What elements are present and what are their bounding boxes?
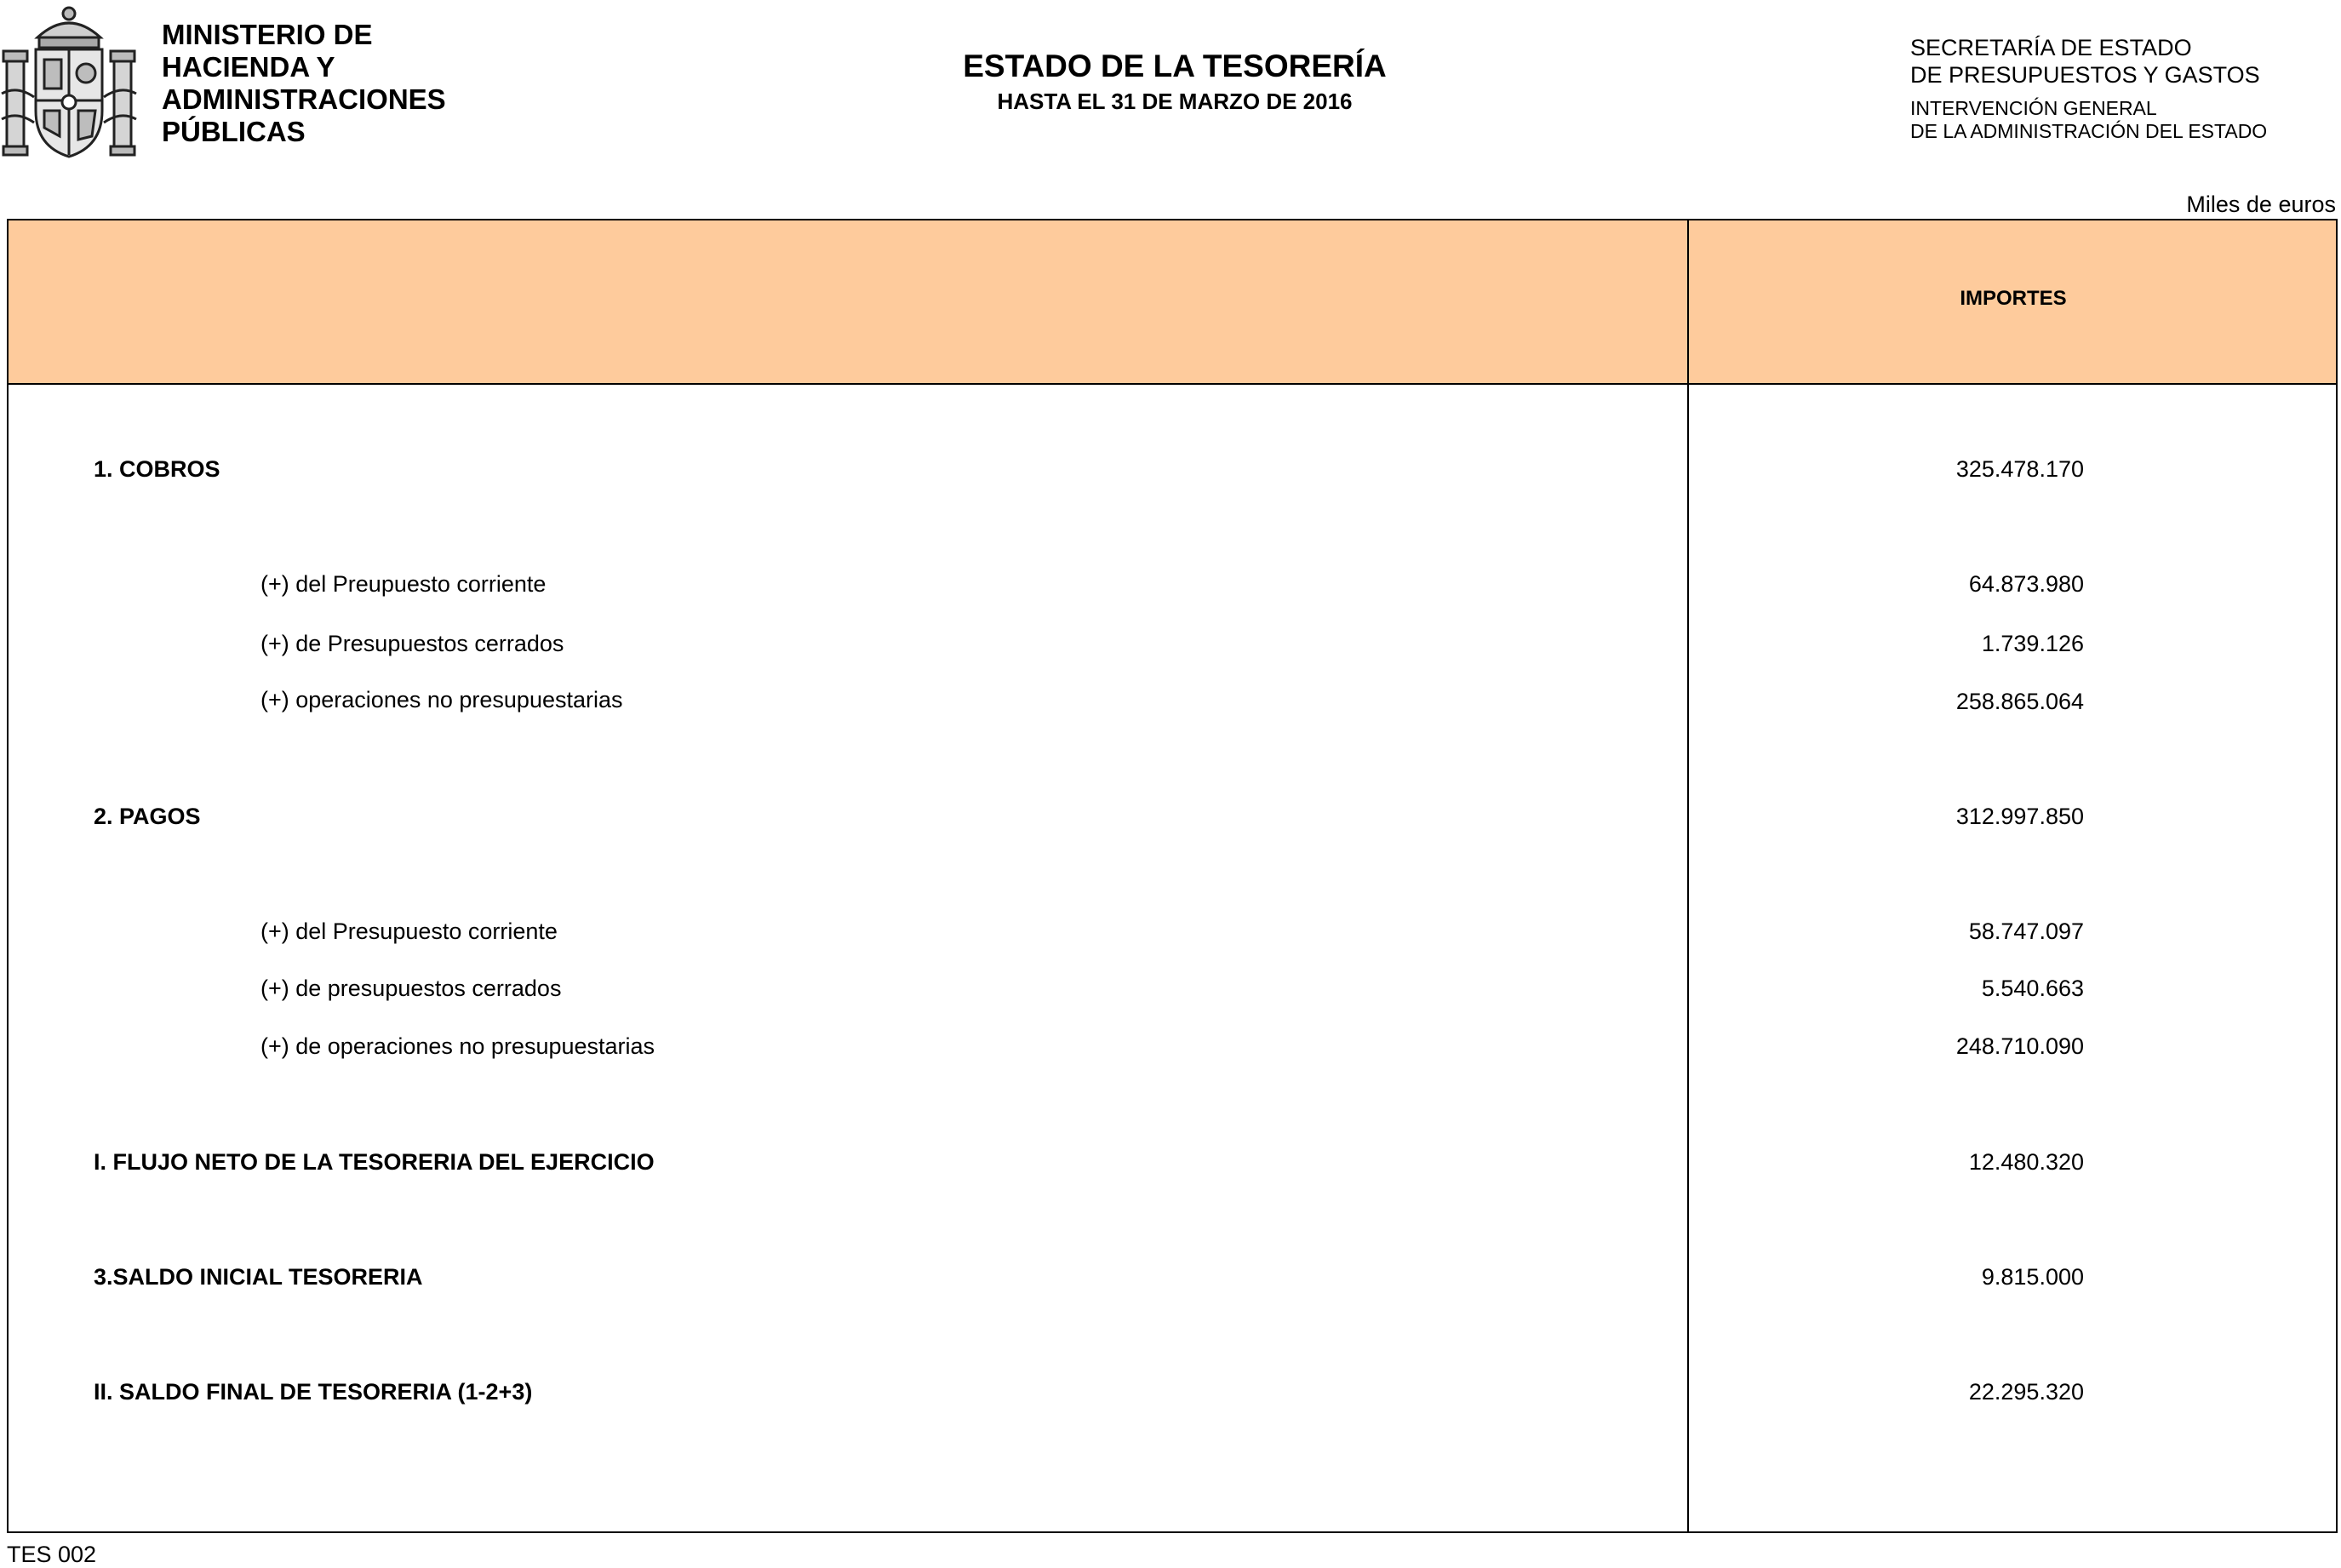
row-pagos-corriente-value: 58.747.097 — [1968, 918, 2084, 944]
page-subtitle: HASTA EL 31 DE MARZO DE 2016 — [997, 89, 1353, 114]
row-pagos-cerrados-value: 5.540.663 — [1981, 976, 2084, 1001]
treasury-table — [7, 219, 2338, 1533]
secretaria-estado: SECRETARÍA DE ESTADO DE PRESUPUESTOS Y GASTOS — [1910, 35, 2260, 88]
spanish-coat-of-arms-icon — [0, 0, 138, 163]
row-cobros-cerrados-value: 1.739.126 — [1981, 631, 2084, 656]
row-saldo-inicial-value: 9.815.000 — [1981, 1264, 2084, 1290]
row-cobros-value: 325.478.170 — [1955, 456, 2084, 482]
ministry-name: MINISTERIO DE HACIENDA Y ADMINISTRACIONES PÚBLICAS — [162, 19, 446, 147]
row-cobros-corriente-label: (+) del Preupuesto corriente — [260, 571, 547, 597]
row-flujo-neto-label: I. FLUJO NETO DE LA TESORERIA DEL EJERCICIO — [94, 1149, 655, 1175]
importes-header: IMPORTES — [1960, 287, 2067, 310]
row-cobros-cerrados-label: (+) de Presupuestos cerrados — [260, 631, 564, 656]
row-saldo-final-label: II. SALDO FINAL DE TESORERIA (1-2+3) — [94, 1379, 533, 1405]
row-pagos-value: 312.997.850 — [1955, 804, 2084, 829]
row-pagos-no-presup-value: 248.710.090 — [1955, 1033, 2084, 1059]
row-cobros-label: 1. COBROS — [94, 456, 220, 482]
row-pagos-corriente-label: (+) del Presupuesto corriente — [260, 918, 558, 944]
units-label: Miles de euros — [2186, 192, 2336, 217]
row-pagos-cerrados-label: (+) de presupuestos cerrados — [260, 976, 562, 1001]
row-pagos-label: 2. PAGOS — [94, 804, 201, 829]
row-flujo-neto-value: 12.480.320 — [1968, 1149, 2084, 1175]
row-saldo-final-value: 22.295.320 — [1968, 1379, 2084, 1405]
footer-code: TES 002 — [7, 1542, 97, 1567]
row-cobros-corriente-value: 64.873.980 — [1968, 571, 2084, 597]
page-title: ESTADO DE LA TESORERÍA — [963, 49, 1387, 83]
row-saldo-inicial-label: 3.SALDO INICIAL TESORERIA — [94, 1264, 423, 1290]
column-divider — [1687, 219, 1689, 1533]
row-cobros-no-presup-label: (+) operaciones no presupuestarias — [260, 687, 623, 712]
row-pagos-no-presup-label: (+) de operaciones no presupuestarias — [260, 1033, 655, 1059]
intervencion-general: INTERVENCIÓN GENERAL DE LA ADMINISTRACIÓN DEL ESTADO — [1910, 97, 2268, 142]
row-cobros-no-presup-value: 258.865.064 — [1955, 689, 2084, 714]
